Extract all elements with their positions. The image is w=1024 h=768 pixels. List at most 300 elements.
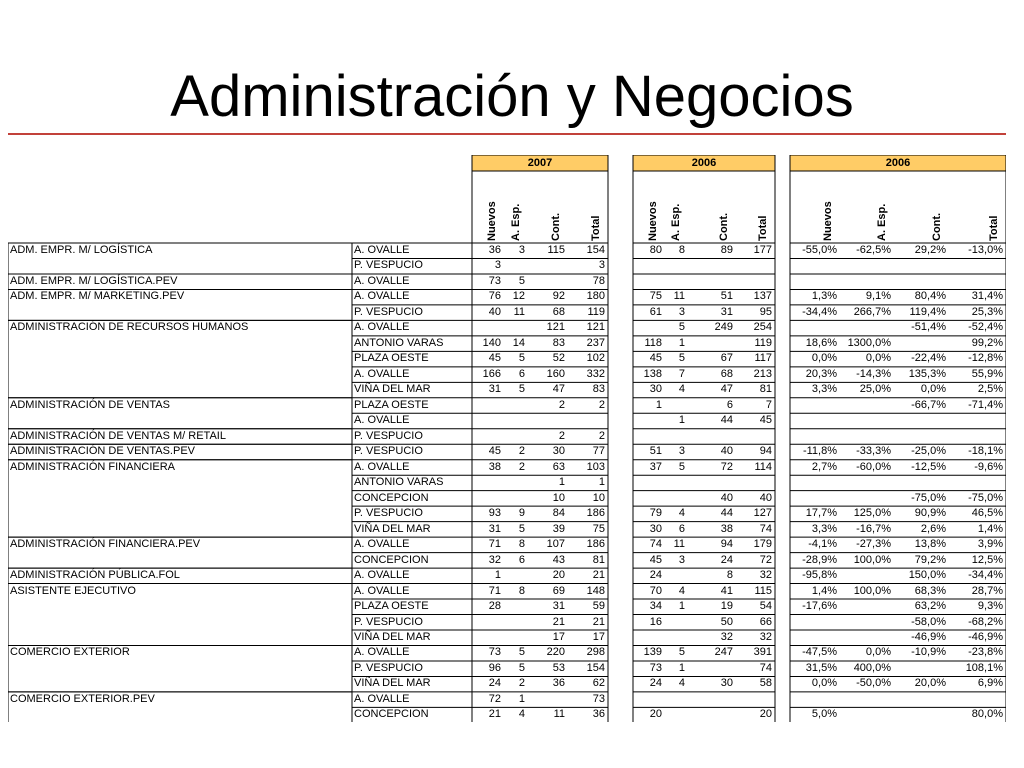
year1-a-esp-cell: 5 [518, 383, 525, 396]
program-name-cell [8, 707, 352, 722]
variation-a-esp-cell [840, 258, 891, 273]
campus-cell: A. OVALLE [354, 321, 410, 334]
year1-cont-cell: 220 [546, 646, 565, 659]
variation-nuevos-cell: -28,9% [802, 553, 837, 566]
variation-a-esp-cell [840, 413, 891, 428]
variation-a-esp-cell [840, 615, 891, 630]
variation-nuevos-cell: -34,4% [802, 305, 837, 318]
year2-a-esp-cell [665, 630, 685, 645]
program-name-cell [8, 382, 352, 397]
year1-nuevos-cell: 45 [488, 445, 501, 458]
variation-total-cell: 31,4% [971, 290, 1003, 303]
year2-total-cell: 45 [759, 414, 772, 427]
variation-cont-cell [894, 274, 946, 289]
year2-nuevos-cell: 20 [649, 708, 662, 721]
table-row [8, 568, 1006, 583]
variation-nuevos-cell: -11,8% [802, 445, 837, 458]
year1-cont-cell [528, 274, 565, 289]
year2-a-esp-cell [665, 491, 685, 506]
year1-total-cell: 1 [598, 476, 605, 489]
variation-a-esp-cell: 9,1% [865, 290, 891, 303]
year2-cont-cell: 72 [720, 460, 733, 473]
variation-cont-cell: 90,9% [914, 507, 946, 520]
year2-a-esp-cell: 5 [678, 352, 685, 365]
campus-cell: PLAZA OESTE [354, 352, 429, 365]
year1-a-esp-cell: 5 [518, 522, 525, 535]
year2-cont-cell: 38 [720, 522, 733, 535]
program-name-cell: ADM. EMPR. M/ MARKETING.PEV [10, 290, 185, 303]
year2-cont-cell: 31 [720, 305, 733, 318]
year2-total-cell: 117 [754, 352, 772, 365]
variation-cont-cell: -25,0% [911, 445, 946, 458]
variation-total-cell: 3,9% [977, 538, 1003, 551]
year1-cont-cell: 83 [552, 336, 565, 349]
campus-cell: A. OVALLE [354, 460, 410, 473]
year1-cont-cell: 43 [552, 553, 565, 566]
variation-a-esp-cell: -27,3% [856, 538, 891, 551]
year1-cont-cell: 53 [552, 661, 565, 674]
year1-cont-cell: 121 [546, 321, 565, 334]
year2-cont-cell [688, 475, 733, 490]
year2-a-esp-cell: 3 [678, 445, 685, 458]
year2-total-cell: 81 [759, 383, 772, 396]
year1-cont-cell: 10 [552, 491, 565, 504]
year2-nuevos-cell: 45 [649, 553, 662, 566]
year1-total-cell [568, 413, 605, 428]
variation-cont-cell: -12,5% [911, 460, 946, 473]
year1-nuevos-cell [472, 475, 501, 490]
year1-nuevos-cell [472, 413, 501, 428]
variation-total-cell: 25,3% [971, 305, 1003, 318]
year1-total-cell: 81 [592, 553, 605, 566]
program-name-cell [8, 351, 352, 366]
variation-nuevos-cell [790, 615, 837, 630]
year2-a-esp-cell: 1 [678, 600, 685, 613]
variation-nuevos-cell: -4,1% [808, 538, 837, 551]
year2-total-cell: 7 [765, 398, 772, 411]
year2-cont-cell: 19 [720, 600, 733, 613]
year1-a-esp-cell [504, 615, 525, 630]
year1-nuevos-cell: 166 [482, 367, 501, 380]
variation-a-esp-cell: 0,0% [865, 352, 891, 365]
year2-a-esp-cell [665, 475, 685, 490]
year1-total-cell: 59 [592, 600, 605, 613]
variation-a-esp-cell: -50,0% [856, 677, 891, 690]
column-header-cont: Cont. [931, 212, 943, 241]
year2-total-cell: 20 [759, 708, 772, 721]
campus-cell: A. OVALLE [354, 692, 410, 705]
year-label: 2006 [885, 157, 911, 169]
variation-nuevos-cell [790, 429, 837, 444]
year2-total-cell: 179 [753, 538, 772, 551]
variation-nuevos-cell [790, 475, 837, 490]
year2-cont-cell: 44 [720, 414, 733, 427]
column-header-total: Total [988, 215, 1000, 241]
year1-cont-cell: 21 [552, 615, 565, 628]
year1-nuevos-cell: 93 [488, 507, 501, 520]
variation-nuevos-cell [790, 692, 837, 707]
year2-cont-cell: 47 [720, 383, 733, 396]
year2-total-cell: 54 [759, 600, 772, 613]
variation-nuevos-cell: 3,3% [811, 383, 837, 396]
year1-total-cell: 73 [592, 692, 605, 705]
year1-total-cell: 10 [592, 491, 605, 504]
column-header-a-esp: A. Esp. [510, 203, 522, 241]
variation-nuevos-cell: 3,3% [811, 522, 837, 535]
variation-cont-cell [894, 475, 946, 490]
table-row [8, 630, 1006, 645]
variation-nuevos-cell: -47,5% [802, 646, 837, 659]
column-header-nuevos: Nuevos [822, 201, 834, 241]
variation-a-esp-cell: 1300,0% [847, 336, 891, 349]
program-name-cell [8, 367, 352, 382]
year1-total-cell: 36 [592, 708, 605, 721]
variation-cont-cell: 29,2% [914, 244, 946, 256]
program-name-cell [8, 491, 352, 506]
year2-cont-cell: 6 [726, 398, 733, 411]
variation-cont-cell: 135,3% [908, 367, 946, 380]
variation-cont-cell: -10,9% [911, 646, 946, 659]
table-row [8, 537, 1006, 552]
year2-total-cell: 115 [754, 584, 772, 597]
year1-nuevos-cell: 40 [488, 305, 501, 318]
year1-a-esp-cell: 9 [518, 507, 525, 520]
year1-a-esp-cell: 6 [518, 367, 525, 380]
variation-a-esp-cell [840, 475, 891, 490]
year1-total-cell: 186 [586, 538, 605, 551]
year2-a-esp-cell [665, 258, 685, 273]
year2-nuevos-cell: 74 [649, 538, 662, 551]
variation-cont-cell [894, 413, 946, 428]
year2-total-cell: 254 [753, 321, 772, 334]
year-label: 2006 [691, 157, 717, 169]
year1-cont-cell: 92 [552, 290, 565, 303]
program-name-cell [8, 599, 352, 614]
campus-cell: VIÑA DEL MAR [354, 522, 431, 535]
year1-nuevos-cell: 21 [488, 708, 501, 721]
variation-a-esp-cell [840, 568, 891, 583]
program-name-cell: ASISTENTE EJECUTIVO [10, 584, 136, 597]
year1-a-esp-cell: 3 [518, 244, 525, 256]
year2-nuevos-cell: 79 [649, 507, 662, 520]
variation-nuevos-cell: 0,0% [811, 677, 837, 690]
campus-cell: CONCEPCION [354, 553, 429, 566]
variation-total-cell: -75,0% [968, 491, 1003, 504]
year2-a-esp-cell: 4 [678, 507, 685, 520]
year2-nuevos-cell [633, 475, 662, 490]
year1-cont-cell: 11 [553, 708, 565, 721]
year2-total-cell [736, 274, 772, 289]
program-name-cell: COMERCIO EXTERIOR.PEV [10, 692, 155, 705]
variation-nuevos-cell [790, 491, 837, 506]
year1-cont-cell: 52 [552, 352, 565, 365]
variation-total-cell [949, 274, 1003, 289]
year1-cont-cell: 39 [552, 522, 565, 535]
year2-a-esp-cell: 1 [678, 414, 685, 427]
year1-total-cell: 154 [586, 661, 605, 674]
table-row [8, 599, 1006, 614]
year1-total-cell: 186 [586, 507, 605, 520]
year1-a-esp-cell: 5 [518, 661, 525, 674]
year2-nuevos-cell: 24 [649, 569, 662, 582]
variation-a-esp-cell: -16,7% [856, 522, 891, 535]
year2-a-esp-cell: 4 [678, 584, 685, 597]
year2-a-esp-cell: 1 [678, 661, 685, 674]
variation-a-esp-cell: 266,7% [853, 305, 891, 318]
table-row [8, 367, 1006, 382]
year1-total-cell: 17 [592, 631, 605, 643]
year2-nuevos-cell [633, 491, 662, 506]
year2-cont-cell: 51 [720, 290, 733, 303]
year2-total-cell: 72 [759, 553, 772, 566]
year2-total-cell: 32 [759, 631, 772, 643]
variation-nuevos-cell: 5,0% [811, 708, 837, 721]
year2-a-esp-cell: 3 [678, 553, 685, 566]
year2-cont-cell: 50 [720, 615, 733, 628]
year1-total-cell: 78 [592, 274, 605, 287]
year2-nuevos-cell: 34 [649, 600, 662, 613]
year1-cont-cell: 107 [546, 538, 565, 551]
year2-total-cell: 32 [759, 569, 772, 582]
year1-nuevos-cell [472, 320, 501, 335]
variation-cont-cell [894, 336, 946, 351]
variation-a-esp-cell: -62,5% [856, 244, 891, 256]
year1-nuevos-cell: 72 [488, 692, 501, 705]
campus-cell: A. OVALLE [354, 538, 410, 551]
column-header-nuevos: Nuevos [647, 201, 659, 241]
variation-cont-cell: 13,8% [914, 538, 946, 551]
table-row [8, 460, 1006, 475]
year1-a-esp-cell: 5 [518, 274, 525, 287]
year1-a-esp-cell: 2 [518, 460, 525, 473]
year1-cont-cell: 84 [552, 507, 565, 520]
campus-cell: A. OVALLE [354, 584, 410, 597]
year2-nuevos-cell [633, 274, 662, 289]
year1-a-esp-cell: 6 [518, 553, 525, 566]
variation-total-cell [949, 258, 1003, 273]
campus-cell: A. OVALLE [354, 646, 410, 659]
year1-a-esp-cell: 8 [518, 584, 525, 597]
variation-nuevos-cell [790, 258, 837, 273]
campus-cell: ANTONIO VARAS [354, 336, 444, 349]
table-row [8, 382, 1006, 397]
program-name-cell [8, 661, 352, 676]
variation-a-esp-cell: 100,0% [853, 553, 891, 566]
year1-a-esp-cell: 1 [518, 692, 525, 705]
year1-total-cell: 237 [586, 336, 605, 349]
year1-nuevos-cell [472, 630, 501, 645]
year2-cont-cell: 249 [714, 321, 733, 334]
variation-nuevos-cell: 18,6% [805, 336, 837, 349]
year2-nuevos-cell: 16 [649, 615, 662, 628]
year1-cont-cell [528, 692, 565, 707]
year1-a-esp-cell: 8 [518, 538, 525, 551]
variation-total-cell: -9,6% [974, 460, 1003, 473]
year1-a-esp-cell [504, 413, 525, 428]
year1-nuevos-cell: 45 [488, 352, 501, 365]
variation-total-cell [949, 475, 1003, 490]
year2-cont-cell: 32 [720, 631, 733, 643]
variation-a-esp-cell: 25,0% [859, 383, 891, 396]
year2-nuevos-cell: 30 [649, 522, 662, 535]
variation-a-esp-cell [840, 692, 891, 707]
campus-cell: VIÑA DEL MAR [354, 677, 431, 690]
year2-total-cell: 58 [759, 677, 772, 690]
variation-total-cell: 28,7% [971, 584, 1003, 597]
year2-a-esp-cell: 11 [673, 538, 685, 551]
variation-a-esp-cell: 0,0% [865, 646, 891, 659]
year2-cont-cell [688, 336, 733, 351]
table-row [8, 522, 1006, 537]
variation-cont-cell [894, 429, 946, 444]
variation-total-cell: 12,5% [971, 553, 1003, 566]
year2-a-esp-cell: 8 [678, 244, 685, 256]
table-row [8, 413, 1006, 428]
year2-cont-cell: 41 [720, 584, 733, 597]
year2-total-cell: 119 [754, 336, 772, 349]
program-name-cell [8, 305, 352, 320]
table-row [8, 320, 1006, 335]
campus-cell: PLAZA OESTE [354, 600, 429, 613]
year1-nuevos-cell: 32 [488, 553, 501, 566]
year2-cont-cell [688, 661, 733, 676]
variation-total-cell [949, 692, 1003, 707]
program-name-cell [8, 615, 352, 630]
year1-nuevos-cell [472, 429, 501, 444]
year2-cont-cell: 8 [726, 569, 733, 582]
variation-total-cell: 99,2% [971, 336, 1003, 349]
variation-total-cell: -34,4% [968, 569, 1003, 582]
table-row [8, 676, 1006, 691]
variation-nuevos-cell [790, 274, 837, 289]
variation-total-cell: 46,5% [971, 507, 1003, 520]
year2-nuevos-cell [633, 413, 662, 428]
variation-nuevos-cell: 1,4% [811, 584, 837, 597]
year1-total-cell: 21 [592, 569, 605, 582]
year2-nuevos-cell [633, 258, 662, 273]
year2-nuevos-cell: 80 [649, 244, 662, 256]
year1-a-esp-cell: 14 [512, 336, 525, 349]
table-row [8, 506, 1006, 521]
campus-cell: CONCEPCION [354, 491, 429, 504]
year1-nuevos-cell: 71 [488, 584, 501, 597]
table-row [8, 553, 1006, 568]
year2-a-esp-cell [665, 568, 685, 583]
variation-a-esp-cell [840, 599, 891, 614]
year1-cont-cell: 2 [558, 398, 565, 411]
year1-nuevos-cell: 73 [488, 646, 501, 659]
column-header-nuevos: Nuevos [486, 201, 498, 241]
campus-cell: VIÑA DEL MAR [354, 631, 431, 643]
year1-nuevos-cell: 38 [488, 460, 501, 473]
variation-cont-cell: 119,4% [909, 305, 946, 318]
year1-a-esp-cell: 5 [518, 646, 525, 659]
program-name-cell: ADMINISTRACIÓN FINANCIERA [10, 460, 176, 473]
year2-nuevos-cell: 118 [644, 336, 662, 349]
year1-nuevos-cell: 76 [488, 290, 501, 303]
campus-cell: VIÑA DEL MAR [354, 383, 431, 396]
year2-nuevos-cell: 1 [655, 398, 662, 411]
year1-a-esp-cell: 4 [518, 708, 525, 721]
year2-cont-cell: 94 [720, 538, 733, 551]
year2-cont-cell: 44 [720, 507, 733, 520]
program-name-cell: ADM. EMPR. M/ LOGÍSTICA [10, 244, 153, 256]
year1-cont-cell: 63 [552, 460, 565, 473]
year2-total-cell: 127 [753, 507, 772, 520]
program-name-cell [8, 630, 352, 645]
year2-nuevos-cell: 51 [649, 445, 662, 458]
campus-cell: P. VESPUCIO [354, 429, 423, 442]
year2-nuevos-cell [633, 320, 662, 335]
year1-total-cell: 21 [592, 615, 605, 628]
variation-nuevos-cell: -95,8% [802, 569, 837, 582]
year1-cont-cell: 69 [552, 584, 565, 597]
year1-cont-cell: 36 [552, 677, 565, 690]
variation-a-esp-cell: -60,0% [856, 460, 891, 473]
program-name-cell [8, 475, 352, 490]
year2-total-cell: 213 [753, 367, 772, 380]
campus-cell: P. VESPUCIO [354, 661, 423, 674]
year1-cont-cell: 160 [546, 367, 565, 380]
year2-a-esp-cell: 6 [678, 522, 685, 535]
year1-cont-cell: 2 [558, 429, 565, 442]
year1-cont-cell: 1 [558, 476, 565, 489]
variation-total-cell: -46,9% [968, 631, 1003, 643]
variation-total-cell: 80,0% [971, 708, 1003, 721]
year2-cont-cell: 68 [720, 367, 733, 380]
variation-a-esp-cell: -33,3% [856, 445, 891, 458]
year1-a-esp-cell [504, 429, 525, 444]
year1-cont-cell: 31 [552, 600, 565, 613]
year2-cont-cell [688, 258, 733, 273]
variation-cont-cell: -51,4% [911, 321, 946, 334]
year2-total-cell: 114 [754, 460, 772, 473]
variation-cont-cell: 68,3% [914, 584, 946, 597]
variation-total-cell: -52,4% [968, 321, 1003, 334]
year2-total-cell [736, 692, 772, 707]
year1-total-cell: 180 [586, 290, 605, 303]
year1-a-esp-cell: 11 [513, 305, 525, 318]
year1-total-cell: 119 [587, 305, 605, 318]
variation-total-cell: -68,2% [968, 615, 1003, 628]
year1-nuevos-cell: 31 [488, 383, 501, 396]
campus-cell: A. OVALLE [354, 414, 410, 427]
year2-cont-cell [688, 707, 733, 722]
year2-a-esp-cell: 5 [678, 321, 685, 334]
program-name-cell [8, 553, 352, 568]
program-name-cell [8, 676, 352, 691]
year1-total-cell: 2 [598, 398, 605, 411]
year1-nuevos-cell [472, 398, 501, 413]
year2-a-esp-cell [665, 429, 685, 444]
variation-nuevos-cell: 0,0% [811, 352, 837, 365]
year2-nuevos-cell: 70 [649, 584, 662, 597]
variation-nuevos-cell: 1,3% [811, 290, 837, 303]
variation-total-cell [949, 429, 1003, 444]
year2-a-esp-cell: 11 [673, 290, 685, 303]
program-name-cell [8, 413, 352, 428]
year2-a-esp-cell [665, 615, 685, 630]
enrollment-table [8, 155, 1006, 722]
variation-a-esp-cell [840, 429, 891, 444]
year2-cont-cell: 67 [720, 352, 733, 365]
year2-a-esp-cell: 5 [678, 646, 685, 659]
table-row [8, 274, 1006, 289]
year1-cont-cell: 115 [547, 244, 565, 256]
campus-cell: P. VESPUCIO [354, 305, 423, 318]
year2-total-cell [736, 429, 772, 444]
year-label: 2007 [527, 157, 553, 169]
